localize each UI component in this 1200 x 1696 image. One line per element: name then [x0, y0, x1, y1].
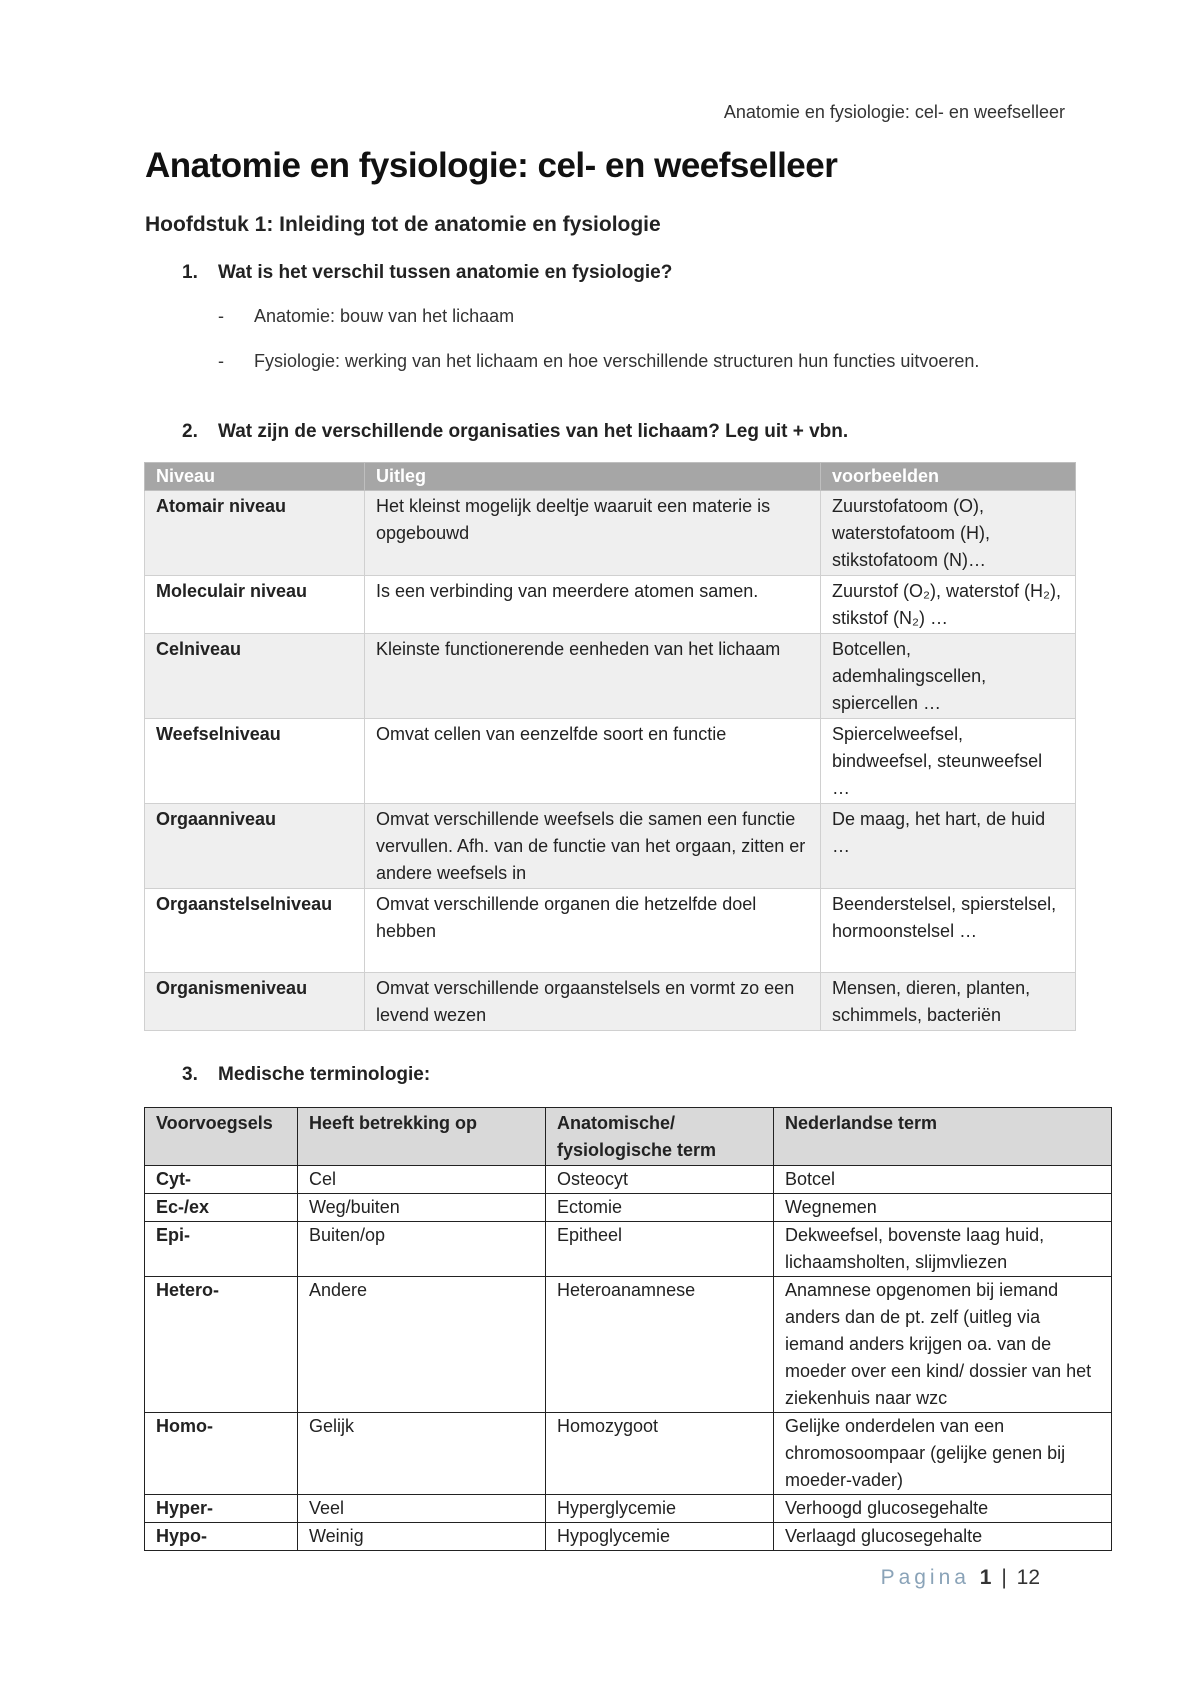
table-cell: Omvat verschillende orgaanstelsels en vormt zo een levend wezen: [365, 973, 821, 1031]
table-row: [145, 634, 1076, 719]
table-row: [145, 1194, 1112, 1222]
table-cell: Wegnemen: [774, 1194, 1112, 1222]
row-label-cell: Orgaanniveau: [145, 804, 365, 889]
table-cell: Verhoogd glucosegehalte: [774, 1495, 1112, 1523]
table-header-row: [145, 1108, 1112, 1166]
table-cell: Osteocyt: [546, 1166, 774, 1194]
page-footer: [881, 1566, 1040, 1590]
row-label-cell: Atomair niveau: [145, 491, 365, 576]
table-cell: Gelijk: [298, 1413, 546, 1495]
table-cell: Buiten/op: [298, 1222, 546, 1277]
table-row: [145, 1523, 1112, 1551]
running-header: Anatomie en fysiologie: cel- en weefselleer: [723, 102, 1065, 122]
table-row: [145, 973, 1076, 1031]
row-label-cell: Epi-: [145, 1222, 298, 1277]
table-cell: Gelijke onderdelen van een chromosoompaar (gelijke genen bij moeder-vader): [774, 1413, 1112, 1495]
table-cell: Heteroanamnese: [546, 1277, 774, 1413]
question-2: 2. Wat zijn de verschillende organisaties van het lichaam? Leg uit + vbn.: [182, 421, 849, 442]
row-label-cell: Organismeniveau: [145, 973, 365, 1031]
table-header-row: [145, 463, 1076, 491]
column-header: Uitleg: [365, 463, 821, 491]
table-cell: Andere: [298, 1277, 546, 1413]
table-cell: Cel: [298, 1166, 546, 1194]
table-row: [145, 1222, 1112, 1277]
page-label: Pagina: [880, 1566, 970, 1589]
row-label-cell: Celniveau: [145, 634, 365, 719]
table-cell: Omvat verschillende weefsels die samen een functie vervullen. Afh. van de functie van het orgaan, zitten er andere weefsels in: [365, 804, 821, 889]
table-cell: Het kleinst mogelijk deeltje waaruit een materie is opgebouwd: [365, 491, 821, 576]
table-cell: Omvat verschillende organen die hetzelfde doel hebben: [365, 889, 821, 973]
table-cell: Veel: [298, 1495, 546, 1523]
bullet-item: - Anatomie: bouw van het lichaam: [218, 306, 515, 326]
organisation-levels-table: [144, 462, 1076, 1031]
row-label-cell: Hyper-: [145, 1495, 298, 1523]
table-cell: Hypoglycemie: [546, 1523, 774, 1551]
question-3: 3. Medische terminologie:: [182, 1064, 431, 1085]
table-cell: Dekweefsel, bovenste laag huid, lichaamsholten, slijmvliezen: [774, 1222, 1112, 1277]
table-row: [145, 1277, 1112, 1413]
page-number: 1: [979, 1566, 992, 1589]
table-cell: Weinig: [298, 1523, 546, 1551]
column-header: Nederlandse term: [774, 1108, 1112, 1166]
table-cell: Kleinste functionerende eenheden van het lichaam: [365, 634, 821, 719]
separator: |: [1001, 1566, 1007, 1589]
page-title: Anatomie en fysiologie: cel- en weefselleer: [145, 146, 838, 185]
table-row: [145, 491, 1076, 576]
table-row: [145, 719, 1076, 804]
column-header: Heeft betrekking op: [298, 1108, 546, 1166]
table-row: [145, 576, 1076, 634]
table-cell: Verlaagd glucosegehalte: [774, 1523, 1112, 1551]
row-label-cell: Homo-: [145, 1413, 298, 1495]
table-cell: Ectomie: [546, 1194, 774, 1222]
row-label-cell: Orgaanstelselniveau: [145, 889, 365, 973]
table-cell: Beenderstelsel, spierstelsel, hormoonstelsel …: [821, 889, 1076, 973]
table-cell: Hyperglycemie: [546, 1495, 774, 1523]
column-header: voorbeelden: [821, 463, 1076, 491]
row-label-cell: Weefselniveau: [145, 719, 365, 804]
row-label-cell: Ec-/ex: [145, 1194, 298, 1222]
table-cell: Weg/buiten: [298, 1194, 546, 1222]
column-header: Anatomische/ fysiologische term: [546, 1108, 774, 1166]
table-cell: Homozygoot: [546, 1413, 774, 1495]
table-cell: Anamnese opgenomen bij iemand anders dan de pt. zelf (uitleg via iemand anders krijgen oa. van de moeder over een kind/ dossier van het ziekenhuis naar wzc: [774, 1277, 1112, 1413]
page-total: 12: [1016, 1566, 1040, 1589]
table-cell: Omvat cellen van eenzelfde soort en functie: [365, 719, 821, 804]
table-row: [145, 804, 1076, 889]
table-cell: De maag, het hart, de huid …: [821, 804, 1076, 889]
row-label-cell: Cyt-: [145, 1166, 298, 1194]
table-row: [145, 1413, 1112, 1495]
bullet-item: - Fysiologie: werking van het lichaam en hoe verschillende structuren hun functies uitvoeren.: [218, 351, 980, 371]
chapter-heading: Hoofdstuk 1: Inleiding tot de anatomie en fysiologie: [145, 213, 661, 236]
row-label-cell: Hypo-: [145, 1523, 298, 1551]
medical-terminology-table: [144, 1107, 1112, 1551]
question-1: 1. Wat is het verschil tussen anatomie en fysiologie?: [182, 262, 673, 283]
table-cell: Botcel: [774, 1166, 1112, 1194]
table-cell: Mensen, dieren, planten, schimmels, bacteriën: [821, 973, 1076, 1031]
table-cell: Botcellen, ademhalingscellen, spiercellen …: [821, 634, 1076, 719]
table-cell: Zuurstofatoom (O), waterstofatoom (H), stikstofatoom (N)…: [821, 491, 1076, 576]
table-row: [145, 889, 1076, 973]
table-cell: Is een verbinding van meerdere atomen samen.: [365, 576, 821, 634]
column-header: Voorvoegsels: [145, 1108, 298, 1166]
table-row: [145, 1166, 1112, 1194]
table-cell: Zuurstof (O₂), waterstof (H₂), stikstof (N₂) …: [821, 576, 1076, 634]
row-label-cell: Hetero-: [145, 1277, 298, 1413]
table-cell: Spiercelweefsel, bindweefsel, steunweefsel …: [821, 719, 1076, 804]
table-row: [145, 1495, 1112, 1523]
column-header: Niveau: [145, 463, 365, 491]
table-cell: Epitheel: [546, 1222, 774, 1277]
row-label-cell: Moleculair niveau: [145, 576, 365, 634]
